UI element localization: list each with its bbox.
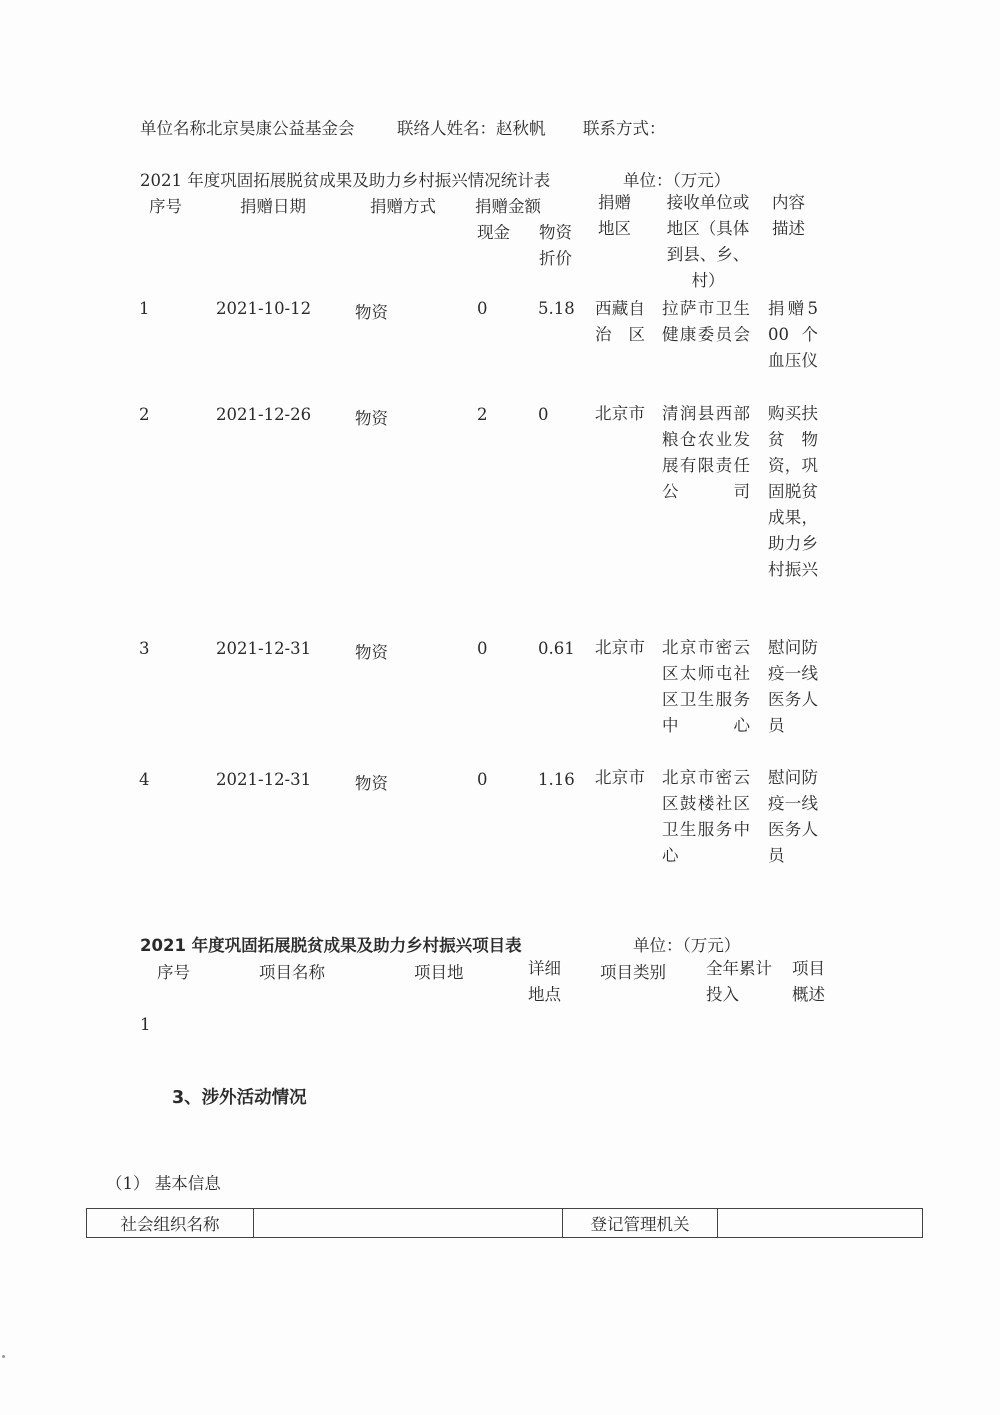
table-row	[87, 1209, 923, 1238]
row-seq: 1	[140, 1015, 151, 1034]
header-method: 捐赠方式	[370, 197, 436, 216]
org-name-cell-value[interactable]	[254, 1209, 563, 1238]
row-region: 北京市	[595, 768, 645, 787]
section3-heading: 3、涉外活动情况	[172, 1088, 307, 1108]
row-method: 物资	[355, 303, 388, 322]
row-recipient: 北京市密云区太师屯社区卫生服务中心	[662, 638, 750, 735]
row-recipient: 拉萨市卫生健康委员会	[662, 299, 750, 344]
row-method: 物资	[355, 409, 388, 428]
row-cash: 0	[477, 299, 488, 318]
table1-unit: 单位：（万元）	[623, 171, 731, 190]
header-place: 项目地	[414, 963, 464, 982]
row-seq: 3	[139, 639, 150, 658]
row-date: 2021-10-12	[216, 299, 312, 318]
reg-authority-cell-label: 登记管理机关	[563, 1209, 718, 1238]
table2-title: 2021 年度巩固拓展脱贫成果及助力乡村振兴项目表	[140, 936, 522, 955]
header-amount: 捐赠金额	[475, 197, 541, 216]
row-cash: 0	[477, 770, 488, 789]
header-region: 捐赠地区	[598, 193, 631, 238]
row-desc: 慰问防疫一线医务人员	[768, 768, 818, 865]
row-region: 北京市	[595, 638, 645, 657]
row-region: 西藏自治区	[595, 299, 645, 344]
header-goods-line1: 物资	[539, 223, 572, 242]
row-method: 物资	[355, 774, 388, 793]
row-date: 2021-12-31	[216, 639, 312, 658]
row-seq: 1	[139, 299, 150, 318]
header-desc: 内容描述	[772, 193, 805, 238]
header-category: 项目类别	[600, 963, 666, 982]
basic-info-table	[86, 1208, 923, 1238]
header-date: 捐赠日期	[240, 197, 306, 216]
row-cash: 2	[477, 405, 488, 424]
row-seq: 4	[139, 770, 150, 789]
table1-title: 2021 年度巩固拓展脱贫成果及助力乡村振兴情况统计表	[140, 171, 551, 190]
header-recipient: 接收单位或地区（具体到县、乡、村）	[666, 193, 750, 290]
scan-speck	[2, 1355, 5, 1358]
row-date: 2021-12-31	[216, 770, 312, 789]
header-total: 全年累计投入	[706, 959, 772, 1004]
table2-unit: 单位：（万元）	[633, 936, 741, 955]
row-method: 物资	[355, 643, 388, 662]
org-name-label: 单位名称北京昊康公益基金会	[140, 119, 355, 138]
section3-sub1: （1） 基本信息	[106, 1174, 221, 1193]
row-goods: 0.61	[538, 639, 575, 658]
row-desc: 慰问防疫一线医务人员	[768, 638, 818, 735]
header-name: 项目名称	[259, 963, 325, 982]
contact-method-label: 联系方式：	[583, 119, 666, 138]
header-goods-line2: 折价	[539, 249, 572, 268]
header-cash: 现金	[477, 223, 510, 242]
org-name-cell-label: 社会组织名称	[87, 1209, 254, 1238]
row-goods: 1.16	[538, 770, 575, 789]
row-cash: 0	[477, 639, 488, 658]
row-goods: 5.18	[538, 299, 575, 318]
row-region: 北京市	[595, 404, 645, 423]
contact-name-label: 联络人姓名：赵秋帆	[397, 119, 546, 138]
row-goods: 0	[538, 405, 549, 424]
header-summary: 项目概述	[792, 959, 825, 1004]
reg-authority-cell-value[interactable]	[718, 1209, 923, 1238]
header-seq: 序号	[157, 963, 190, 982]
row-recipient: 清润县西部粮仓农业发展有限责任公司	[662, 404, 750, 501]
row-date: 2021-12-26	[216, 405, 312, 424]
row-desc: 购买扶贫物资，巩固脱贫成果，助力乡村振兴	[768, 404, 818, 579]
row-recipient: 北京市密云区鼓楼社区卫生服务中心	[662, 768, 750, 865]
header-seq: 序号	[149, 197, 182, 216]
row-desc: 捐赠500个血压仪	[768, 299, 818, 370]
header-detail: 详细地点	[528, 959, 561, 1004]
row-seq: 2	[139, 405, 150, 424]
